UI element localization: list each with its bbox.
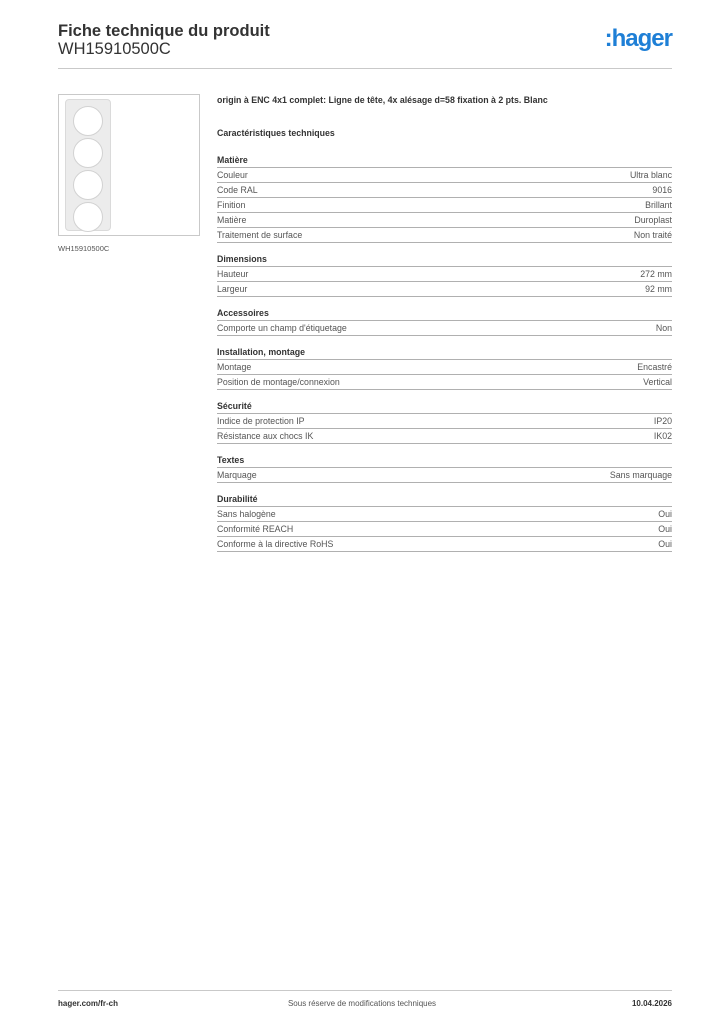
spec-label: Résistance aux chocs IK xyxy=(217,431,314,441)
spec-label: Code RAL xyxy=(217,185,258,195)
spec-row xyxy=(217,168,672,183)
spec-section xyxy=(217,346,672,390)
footer-website: hager.com/fr-ch xyxy=(58,999,119,1008)
spec-label: Sans halogène xyxy=(217,509,276,519)
spec-label: Comporte un champ d'étiquetage xyxy=(217,323,347,333)
product-image xyxy=(58,94,200,236)
spec-row xyxy=(217,468,672,483)
section-title: Matière xyxy=(217,154,672,168)
spec-value: Non traité xyxy=(633,230,672,240)
spec-row xyxy=(217,537,672,552)
spec-value: IP20 xyxy=(653,416,672,426)
socket-ring xyxy=(73,202,103,232)
spec-value: 9016 xyxy=(652,185,672,195)
spec-section xyxy=(217,454,672,483)
spec-label: Traitement de surface xyxy=(217,230,303,240)
spec-label: Finition xyxy=(217,200,246,210)
spec-section xyxy=(217,400,672,444)
spec-label: Conforme à la directive RoHS xyxy=(217,539,334,549)
footer-notice: Sous réserve de modifications techniques xyxy=(287,999,437,1008)
product-reference: WH15910500C xyxy=(58,40,171,58)
spec-row xyxy=(217,414,672,429)
section-title: Installation, montage xyxy=(217,346,672,360)
spec-section xyxy=(217,253,672,297)
spec-label: Position de montage/connexion xyxy=(217,377,340,387)
page-title: Fiche technique du produit xyxy=(58,22,270,40)
product-image-caption: WH15910500C xyxy=(58,244,110,253)
spec-row xyxy=(217,228,672,243)
spec-label: Marquage xyxy=(217,470,257,480)
product-description: origin à ENC 4x1 complet: Ligne de tête, 4x alésage d=58 fixation à 2 pts. Blanc xyxy=(217,95,548,105)
section-title: Sécurité xyxy=(217,400,672,414)
section-title: Dimensions xyxy=(217,253,672,267)
spec-row xyxy=(217,321,672,336)
section-title: Textes xyxy=(217,454,672,468)
spec-section xyxy=(217,493,672,552)
spec-row xyxy=(217,267,672,282)
specs-heading: Caractéristiques techniques xyxy=(217,128,335,138)
spec-row xyxy=(217,360,672,375)
spec-row xyxy=(217,429,672,444)
spec-label: Matière xyxy=(217,215,247,225)
spec-section xyxy=(217,307,672,336)
spec-value: Ultra blanc xyxy=(629,170,672,180)
spec-label: Montage xyxy=(217,362,252,372)
page-header xyxy=(58,20,672,68)
spec-value: Duroplast xyxy=(634,215,672,225)
spec-section xyxy=(217,154,672,243)
socket-ring xyxy=(73,106,103,136)
socket-ring xyxy=(73,138,103,168)
header-divider xyxy=(58,68,672,69)
spec-row xyxy=(217,375,672,390)
spec-row xyxy=(217,507,672,522)
spec-value: Encastré xyxy=(637,362,672,372)
spec-row xyxy=(217,213,672,228)
socket-ring xyxy=(73,170,103,200)
spec-value: Oui xyxy=(658,524,672,534)
spec-label: Largeur xyxy=(217,284,248,294)
spec-value: Vertical xyxy=(643,377,672,387)
spec-value: Sans marquage xyxy=(609,470,672,480)
spec-value: 272 mm xyxy=(640,269,672,279)
spec-label: Couleur xyxy=(217,170,248,180)
spec-label: Conformité REACH xyxy=(217,524,294,534)
spec-row xyxy=(217,522,672,537)
footer-divider xyxy=(58,990,672,991)
specifications-panel xyxy=(217,95,672,562)
cover-plate-graphic xyxy=(65,99,111,231)
spec-value: Oui xyxy=(658,539,672,549)
spec-row xyxy=(217,198,672,213)
footer-date: 10.04.2026 xyxy=(631,999,672,1008)
spec-label: Hauteur xyxy=(217,269,249,279)
section-title: Accessoires xyxy=(217,307,672,321)
spec-value: Non xyxy=(655,323,672,333)
spec-value: 92 mm xyxy=(645,284,672,294)
spec-sections xyxy=(217,154,672,552)
section-title: Durabilité xyxy=(217,493,672,507)
spec-value: IK02 xyxy=(653,431,672,441)
hager-logo: :hager xyxy=(604,25,672,52)
spec-row xyxy=(217,282,672,297)
spec-value: Oui xyxy=(658,509,672,519)
spec-row xyxy=(217,183,672,198)
spec-label: Indice de protection IP xyxy=(217,416,305,426)
spec-value: Brillant xyxy=(645,200,672,210)
